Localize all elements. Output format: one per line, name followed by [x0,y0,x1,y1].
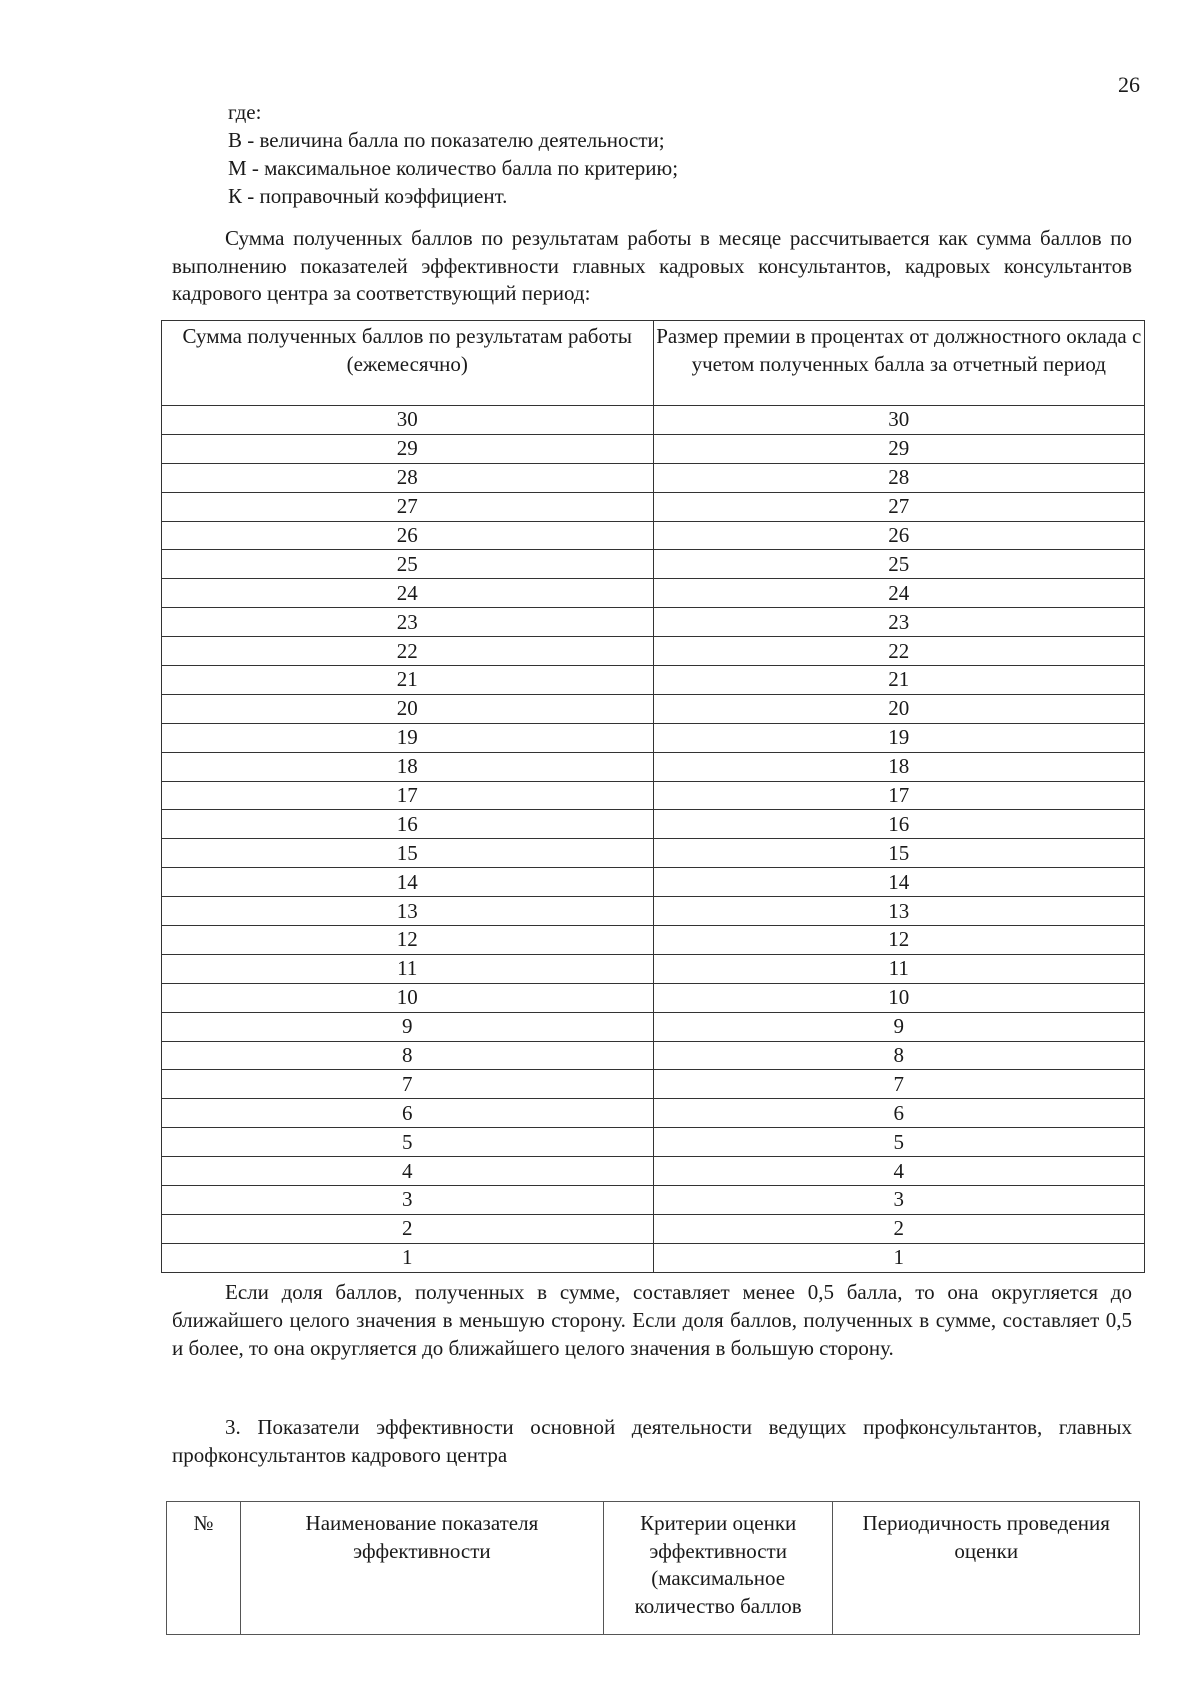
bonus-table [161,320,1145,1273]
cell-bonus-percent: 7 [653,1070,1145,1099]
cell-bonus-percent: 26 [653,521,1145,550]
table-row [162,1243,1145,1272]
table-row [162,666,1145,695]
table-row [162,492,1145,521]
cell-points: 1 [162,1243,654,1272]
table-row [162,723,1145,752]
cell-bonus-percent: 25 [653,550,1145,579]
cell-bonus-percent: 12 [653,926,1145,955]
table-row [162,983,1145,1012]
table-row [162,406,1145,435]
cell-bonus-percent: 15 [653,839,1145,868]
cell-points: 16 [162,810,654,839]
cell-points: 2 [162,1214,654,1243]
table-row [162,1157,1145,1186]
cell-bonus-percent: 3 [653,1186,1145,1215]
cell-bonus-percent: 27 [653,492,1145,521]
table-row [162,550,1145,579]
table-row [162,694,1145,723]
indicators-table [166,1501,1140,1635]
header-indicator-name: Наименование показателя эффективности [240,1502,603,1635]
bonus-table-header-row [162,321,1145,406]
cell-bonus-percent: 21 [653,666,1145,695]
cell-points: 15 [162,839,654,868]
paragraph-rounding-rule: Если доля баллов, полученных в сумме, составляет менее 0,5 балла, то она округляется до ближайшего целого значения в меньшую сторону. Если доля баллов, полученных в сумме, составляет 0,5 и более, то она округляется до ближайшего целого значения в большую сторону. [172,1280,1132,1360]
cell-bonus-percent: 30 [653,406,1145,435]
cell-bonus-percent: 19 [653,723,1145,752]
cell-points: 28 [162,463,654,492]
table-row [162,1070,1145,1099]
cell-bonus-percent: 23 [653,608,1145,637]
indicators-header-row [167,1502,1140,1635]
cell-bonus-percent: 24 [653,579,1145,608]
header-bonus-percent: Размер премии в процентах от должностного оклада с учетом полученных балла за отчетный период [653,321,1145,406]
cell-bonus-percent: 10 [653,983,1145,1012]
table-row [162,781,1145,810]
cell-bonus-percent: 14 [653,868,1145,897]
header-points-sum: Сумма полученных баллов по результатам работы (ежемесячно) [162,321,654,406]
table-row [162,1041,1145,1070]
cell-points: 23 [162,608,654,637]
table-row [162,1214,1145,1243]
header-evaluation-criteria: Критерии оценки эффективности (максимальное количество баллов [603,1502,833,1635]
table-row [162,1099,1145,1128]
legend-where: где: [228,100,262,124]
table-row [162,608,1145,637]
cell-bonus-percent: 20 [653,694,1145,723]
cell-points: 5 [162,1128,654,1157]
cell-points: 29 [162,434,654,463]
cell-bonus-percent: 1 [653,1243,1145,1272]
cell-bonus-percent: 6 [653,1099,1145,1128]
table-row [162,1186,1145,1215]
cell-bonus-percent: 13 [653,897,1145,926]
table-row [162,926,1145,955]
cell-points: 6 [162,1099,654,1128]
table-row [162,579,1145,608]
cell-points: 7 [162,1070,654,1099]
table-row [162,954,1145,983]
cell-bonus-percent: 9 [653,1012,1145,1041]
cell-points: 3 [162,1186,654,1215]
cell-points: 25 [162,550,654,579]
cell-bonus-percent: 4 [653,1157,1145,1186]
cell-bonus-percent: 29 [653,434,1145,463]
table-row [162,1012,1145,1041]
cell-points: 17 [162,781,654,810]
table-row [162,868,1145,897]
formula-legend [228,98,678,210]
cell-bonus-percent: 28 [653,463,1145,492]
cell-bonus-percent: 11 [653,954,1145,983]
legend-item-m: М - максимальное количество балла по критерию; [228,156,679,180]
table-row [162,434,1145,463]
cell-points: 22 [162,637,654,666]
cell-points: 10 [162,983,654,1012]
cell-bonus-percent: 22 [653,637,1145,666]
cell-points: 30 [162,406,654,435]
section-3-heading: 3. Показатели эффективности основной деятельности ведущих профконсультантов, главных профконсультантов кадрового центра [172,1415,1132,1467]
cell-points: 27 [162,492,654,521]
cell-points: 24 [162,579,654,608]
table-row [162,752,1145,781]
cell-bonus-percent: 18 [653,752,1145,781]
header-evaluation-frequency: Периодичность проведения оценки [833,1502,1140,1635]
legend-item-b: В - величина балла по показателю деятельности; [228,128,665,152]
cell-points: 9 [162,1012,654,1041]
cell-points: 11 [162,954,654,983]
cell-points: 13 [162,897,654,926]
cell-points: 21 [162,666,654,695]
cell-points: 26 [162,521,654,550]
cell-bonus-percent: 5 [653,1128,1145,1157]
legend-item-k: К - поправочный коэффициент. [228,184,508,208]
cell-points: 12 [162,926,654,955]
table-row [162,637,1145,666]
cell-points: 14 [162,868,654,897]
paragraph-sum-of-points: Сумма полученных баллов по результатам работы в месяце рассчитывается как сумма баллов по выполнению показателей эффективности главных кадровых консультантов, кадровых консультантов кадрового центра за соответствующий период: [172,226,1132,305]
table-row [162,1128,1145,1157]
cell-points: 19 [162,723,654,752]
table-row [162,810,1145,839]
cell-points: 18 [162,752,654,781]
page-number: 26 [1118,72,1140,97]
table-row [162,839,1145,868]
cell-bonus-percent: 16 [653,810,1145,839]
cell-points: 20 [162,694,654,723]
bonus-table-body [162,406,1145,1273]
table-row [162,897,1145,926]
table-row [162,521,1145,550]
cell-bonus-percent: 2 [653,1214,1145,1243]
cell-bonus-percent: 17 [653,781,1145,810]
cell-points: 4 [162,1157,654,1186]
table-row [162,463,1145,492]
cell-points: 8 [162,1041,654,1070]
cell-bonus-percent: 8 [653,1041,1145,1070]
header-number: № [167,1502,241,1635]
